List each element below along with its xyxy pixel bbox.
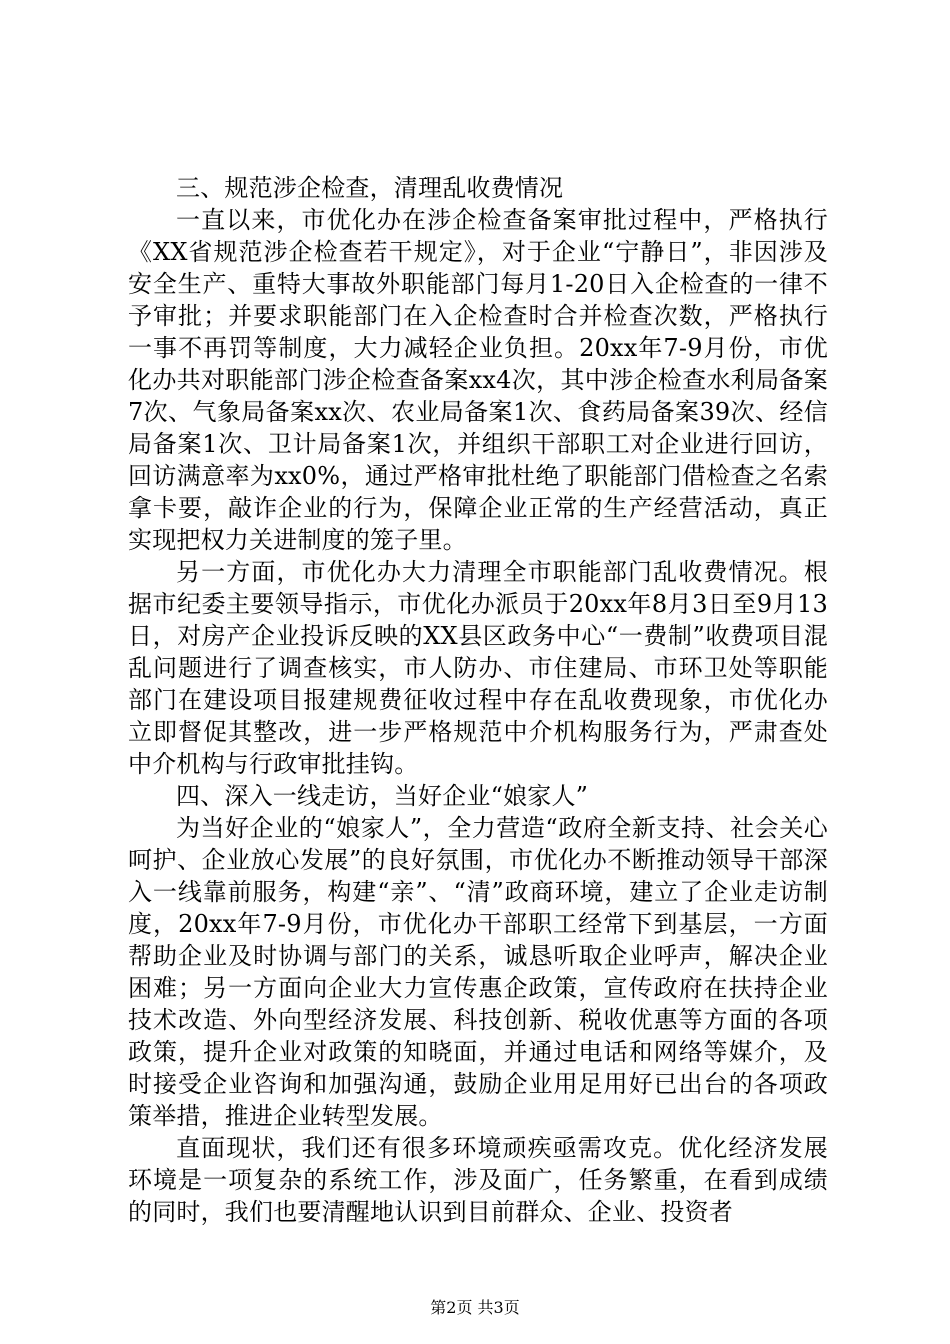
document-body bbox=[128, 172, 828, 1228]
paragraph-status: 直面现状，我们还有很多环境顽疾亟需攻克。优化经济发展环境是一项复杂的系统工作，涉及面广，任务繁重，在看到成绩的同时，我们也要清醒地认识到目前群众、企业、投资者 bbox=[128, 1134, 828, 1226]
paragraph-visits: 为当好企业的“娘家人”，全力营造“政府全新支持、社会关心呵护、企业放心发展”的良好氛围，市优化办不断推动领导干部深入一线靠前服务，构建“亲”、“清”政商环境，建立了企业走访制度，20xx年7-9月份，市优化办干部职工经常下到基层，一方面帮助企业及时协调与部门的关系，诚恳听取企业呼声，解决企业困难；另一方面向企业大力宣传惠企政策，宣传政府在扶持企业技术改造、外向型经济发展、科技创新、税收优惠等方面的各项政策，提升企业对政策的知晓面，并通过电话和网络等媒介，及时接受企业咨询和加强沟通，鼓励企业用足用好已出台的各项政策举措，推进企业转型发展。 bbox=[128, 814, 828, 1130]
section-heading-3: 三、规范涉企检查，清理乱收费情况 bbox=[176, 174, 564, 202]
page-footer: 第2页 共3页 bbox=[430, 1298, 520, 1317]
paragraph-fees: 另一方面，市优化办大力清理全市职能部门乱收费情况。根据市纪委主要领导指示，市优化办派员于20xx年8月3日至9月13日，对房产企业投诉反映的XX县区政务中心“一费制”收费项目混乱问题进行了调查核实，市人防办、市住建局、市环卫处等职能部门在建设项目报建规费征收过程中存在乱收费现象，市优化办立即督促其整改，进一步严格规范中介机构服务行为，严肃查处中介机构与行政审批挂钩。 bbox=[128, 558, 828, 778]
section-heading-4: 四、深入一线走访，当好企业“娘家人” bbox=[176, 782, 589, 810]
paragraph-inspection: 一直以来，市优化办在涉企检查备案审批过程中，严格执行《XX省规范涉企检查若干规定》，对于企业“宁静日”，非因涉及安全生产、重特大事故外职能部门每月1-20日入企检查的一律不予审批；并要求职能部门在入企检查时合并检查次数，严格执行一事不再罚等制度，大力减轻企业负担。20xx年7-9月份，市优化办共对职能部门涉企检查备案xx4次，其中涉企检查水利局备案7次、气象局备案xx次、农业局备案1次、食药局备案39次、经信局备案1次、卫计局备案1次，并组织干部职工对企业进行回访，回访满意率为xx0%，通过严格审批杜绝了职能部门借检查之名索拿卡要，敲诈企业的行为，保障企业正常的生产经营活动，真正实现把权力关进制度的笼子里。 bbox=[128, 206, 828, 554]
